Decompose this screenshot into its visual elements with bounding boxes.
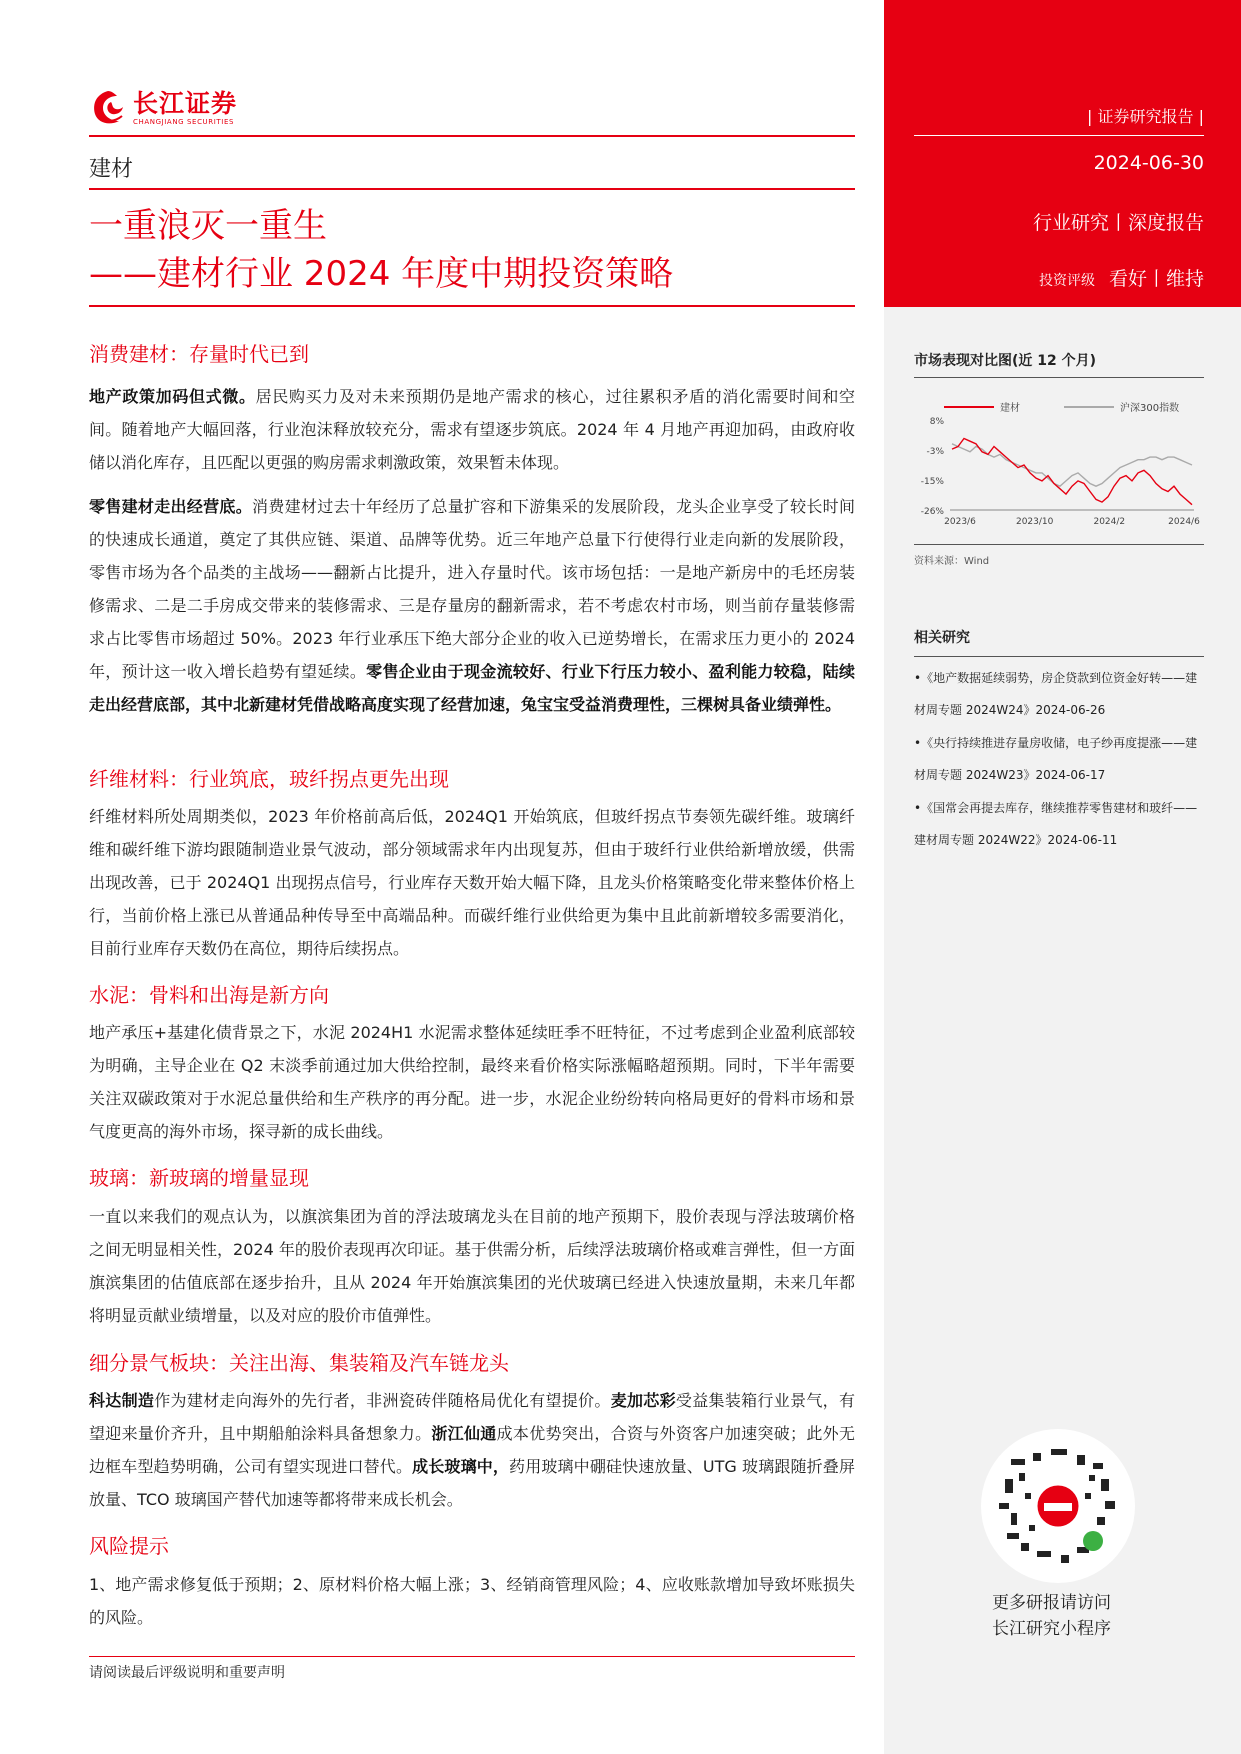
company-name: 成长玻璃中， [412,1457,510,1476]
qr-caption-line2: 长江研究小程序 [992,1619,1111,1639]
x-tick-label: 2024/6 [1168,517,1200,527]
paragraph: 一直以来我们的观点认为，以旗滨集团为首的浮法玻璃龙头在目前的地产预期下，股价表现与浮法玻璃价格之间无明显相关性，2024 年的股价表现再次印证。基于供需分析，后续浮法玻璃价格或难言弹性，但一方面旗滨集团的估值底部在逐步抬升，且从 2024 年开始旗滨集团的光伏玻璃已经进入快速放量期，未来几年都将明显贡献业绩增量，以及对应的股价市值弹性。 [89,1207,855,1325]
paragraph: 1、地产需求修复低于预期；2、原材料价格大幅上涨；3、经销商管理风险；4、应收账款增加导致坏账损失的风险。 [89,1575,855,1627]
rating-value: 看好丨维持 [1108,268,1204,290]
y-tick-label: -26% [920,507,944,517]
paragraph [89,490,855,721]
paragraph-lead: 零售建材走出经营底。 [89,497,253,516]
title-divider-top [89,188,855,190]
series-line-hs300 [952,444,1192,486]
changjiang-logo-icon [89,88,127,128]
section-heading: 消费建材：存量时代已到 [89,342,309,366]
paragraph-conclusion: 零售企业由于现金流较好、行业下行压力较小、盈利能力较稳，陆续走出经营底部，其中北新建材凭借战略高度实现了经营加速，兔宝宝受益消费理性，三棵树具备业绩弹性。 [89,662,855,714]
brand-name-cn: 长江证券 [133,88,238,118]
chart-axes [921,417,1200,527]
report-category: 行业研究丨深度报告 [1032,212,1204,234]
brand-logo [89,86,237,130]
x-tick-label: 2023/6 [944,517,976,527]
company-name: 麦加芯彩 [610,1391,676,1410]
related-divider [914,656,1204,657]
paragraph: 地产承压+基建化债背景之下，水泥 2024H1 水泥需求整体延续旺季不旺特征，不过考虑到企业盈利底部较为明确，主导企业在 Q2 末淡季前通过加大供给控制，最终来看价格实际涨幅略超预期。同时，下半年需要关注双碳政策对于水泥总量供给和生产秩序的再分配。进一步，水泥企业纷纷转向格局更好的骨料市场和景气度更高的海外市场，探寻新的成长曲线。 [89,1023,855,1141]
x-tick-label: 2024/2 [1093,517,1126,527]
section-heading: 玻璃：新玻璃的增量显现 [89,1166,309,1190]
qr-caption-line1: 更多研报请访问 [992,1593,1111,1613]
section-heading: 细分景气板块：关注出海、集装箱及汽车链龙头 [89,1351,509,1375]
company-name: 浙江仙通 [431,1424,497,1443]
section-heading: 水泥：骨料和出海是新方向 [89,983,329,1007]
paragraph-text: 居民购买力及对未来预期仍是地产需求的核心，过往累积矛盾的消化需要时间和空间。随着地产大幅回落，行业泡沫释放较充分，需求有望逐步筑底。2024 年 4 月地产再迎加码，由政府收储以消化库存，且匹配以更强的购房需求刺激政策，效果暂未体现。 [89,387,855,472]
report-title: 一重浪灭一重生 [89,206,327,246]
related-item[interactable]: •《央行持续推进存量房收储，电子纱再度提涨——建材周专题 2024W23》2024-06-17 [914,736,1198,782]
mini-program-qr-code[interactable] [981,1429,1135,1583]
rating-label: 投资评级 [1038,273,1095,289]
paragraph [89,380,855,479]
brand-name-en: CHANGJIANG SECURITIES [133,117,235,126]
y-tick-label: 8% [929,417,944,427]
legend-label-jiancai: 建材 [1000,403,1020,414]
title-divider-bottom [89,305,855,307]
chart-top-divider [914,377,1204,378]
paragraph: 纤维材料所处周期类似，2023 年价格前高后低，2024Q1 开始筑底，但玻纤拐点节奏领先碳纤维。玻璃纤维和碳纤维下游均跟随制造业景气波动，部分领域需求年内出现复苏，但由于玻纤行业供给新增放缓，供需出现改善，已于 2024Q1 出现拐点信号，行业库存天数开始大幅下降，且龙头价格策略变化带来整体价格上行，当前价格上涨已从普通品种传导至中高端品种。而碳纤维行业供给更为集中且此前新增较多需要消化，目前行业库存天数仍在高位，期待后续拐点。 [89,807,855,958]
series-line-jiancai [952,439,1192,505]
footer-divider [89,1656,855,1657]
industry-label: 建材 [89,157,134,182]
header-divider [89,135,855,137]
report-subtitle: ——建材行业 2024 年度中期投资策略 [89,254,674,294]
report-panel-divider [914,135,1204,136]
paragraph-text: 药用玻璃中硼硅快速放量、UTG 玻璃跟随折叠屏放量、TCO 玻璃国产替代加速等都将带来成长机会。 [89,1457,855,1509]
related-research-title: 相关研究 [914,630,970,646]
chart-bottom-divider [914,544,1204,545]
paragraph-text: 消费建材过去十年经历了总量扩容和下游集采的发展阶段，龙头企业享受了较长时间的快速成长通道，奠定了其供应链、渠道、品牌等优势。近三年地产总量下行使得行业走向新的发展阶段，零售市场为各个品类的主战场——翻新占比提升，进入存量时代。该市场包括：一是地产新房中的毛坯房装修需求、二是二手房成交带来的装修需求、三是存量房的翻新需求，若不考虑农村市场，则当前存量装修需求占比零售市场超过 50%。2023 年行业承压下绝大部分企业的收入已逆势增长，在需求压力更小的 2024 年，预计这一收入增长趋势有望延续。 [89,497,855,681]
y-tick-label: -15% [920,477,944,487]
related-item[interactable]: •《地产数据延续弱势，房企贷款到位资金好转——建材周专题 2024W24》2024-06-26 [914,671,1198,717]
paragraph-lead: 地产政策加码但式微。 [89,387,256,406]
investment-rating [1039,264,1204,291]
chart-lines [952,439,1192,505]
paragraph-text: 受益集装箱行业景气，有望迎来量价齐升，且中期船舶涂料具备想象力。 [89,1391,855,1443]
x-tick-label: 2023/10 [1015,517,1054,527]
paragraph-text: 成本优势突出，合资与外资客户加速突破；此外无边框车型趋势明确，公司有望实现进口替代。 [89,1424,855,1476]
report-type: | 证券研究报告 | [1087,107,1204,126]
legend-label-hs300: 沪深300指数 [1120,403,1180,414]
paragraph [89,1384,855,1516]
company-name: 科达制造 [89,1391,155,1410]
paragraph-text: 作为建材走向海外的先行者，非洲瓷砖伴随格局优化有望提价。 [154,1391,611,1410]
qr-caption [992,1590,1111,1642]
section-heading: 纤维材料：行业筑底，玻纤拐点更先出现 [89,767,449,791]
chart-title: 市场表现对比图(近 12 个月) [914,353,1097,369]
market-performance-chart [914,392,1204,532]
footer-disclaimer: 请阅读最后评级说明和重要声明 [89,1665,285,1681]
chart-source: 资料来源：Wind [914,556,990,567]
section-heading: 风险提示 [89,1534,169,1558]
report-date: 2024-06-30 [1093,152,1204,174]
qr-code-icon [981,1429,1135,1583]
related-item[interactable]: •《国常会再提去库存，继续推荐零售建材和玻纤——建材周专题 2024W22》2024-06-11 [914,801,1198,847]
y-tick-label: -3% [926,447,944,457]
